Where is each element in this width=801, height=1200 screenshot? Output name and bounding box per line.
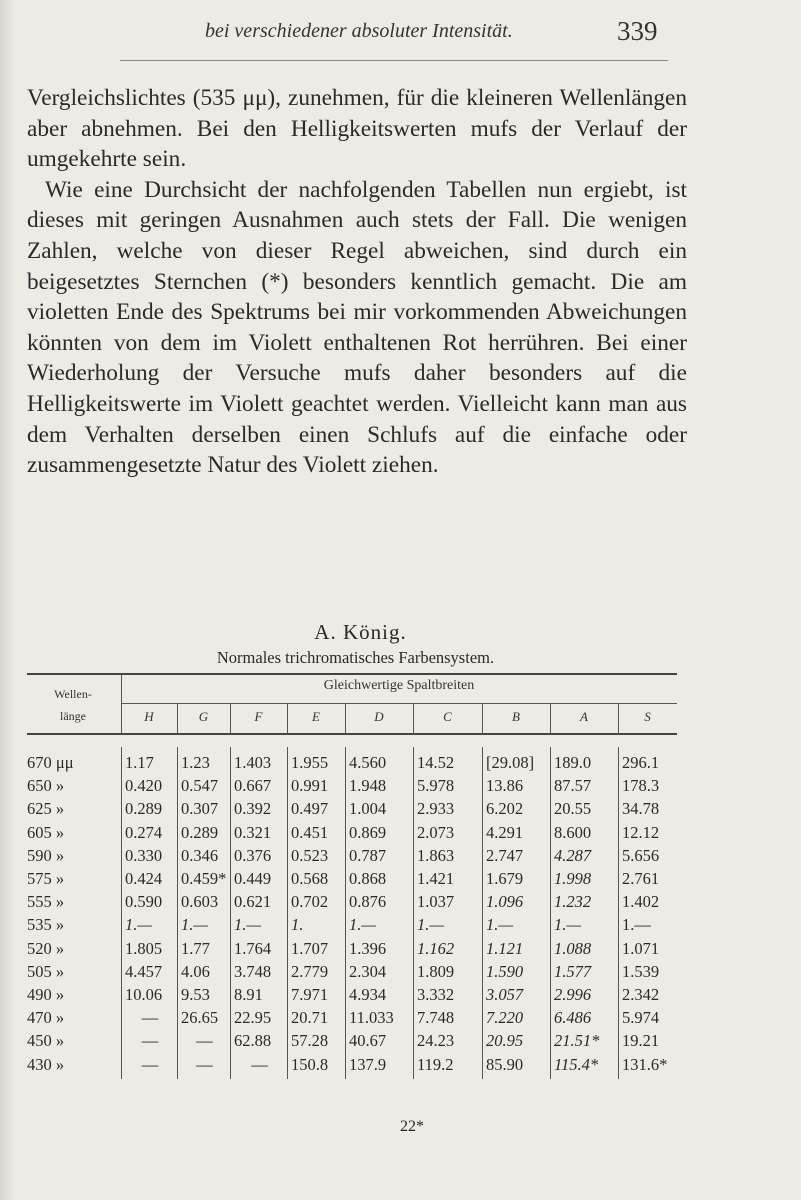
table-cell: 14.52 bbox=[417, 753, 455, 772]
table-cell: 1.948 bbox=[349, 776, 387, 796]
table-cell: 1.77 bbox=[181, 938, 210, 958]
table-cell: 0.702 bbox=[291, 892, 329, 912]
table-cell: 5.978 bbox=[417, 776, 455, 796]
table-cell: 8.600 bbox=[554, 822, 592, 842]
table-cell: 1.— bbox=[181, 915, 209, 935]
table-row bbox=[27, 1008, 677, 1030]
table-cell: 4.560 bbox=[349, 753, 387, 772]
running-title: bei verschiedener absoluter Intensität. bbox=[205, 20, 513, 42]
table-cell: 0.424 bbox=[125, 869, 163, 888]
table-cell: 34.78 bbox=[622, 799, 660, 819]
table-row bbox=[27, 939, 677, 961]
table-cell: 0.330 bbox=[125, 845, 163, 865]
table-cell: 2.996 bbox=[554, 985, 592, 1004]
table-cell: 57.28 bbox=[291, 1031, 329, 1051]
table-cell: 1.— bbox=[234, 915, 262, 935]
table-cell: 0.876 bbox=[349, 892, 387, 912]
header-rule bbox=[120, 60, 668, 61]
table-cell: 1.809 bbox=[417, 961, 455, 981]
table-cell: 1.396 bbox=[349, 938, 387, 958]
subtitle-text: Normales trichromatisches Farbensystem. bbox=[216, 648, 495, 667]
table-row bbox=[27, 915, 677, 937]
table-row bbox=[27, 962, 677, 984]
table-cell: 0.667 bbox=[234, 776, 272, 796]
table-cell: 1.539 bbox=[622, 961, 660, 981]
table-cell: 0.787 bbox=[349, 845, 387, 865]
table-cell: 0.547 bbox=[181, 776, 219, 796]
table-row bbox=[27, 846, 677, 868]
paragraph-1: Vergleichslichtes (535 μμ), zunehmen, für die kleineren Wellenlängen aber abnehmen. Bei den Helligkeitswerten mufs der Verlauf der umgekehrte sein. bbox=[27, 85, 687, 173]
table-cell: — bbox=[251, 1054, 268, 1074]
table-row bbox=[27, 776, 677, 798]
table-cell: 1.863 bbox=[417, 845, 455, 865]
section-subtitle bbox=[0, 648, 801, 668]
table-row bbox=[27, 1055, 677, 1077]
author-name: A. König. bbox=[314, 620, 407, 644]
wavelength-cell: 490 » bbox=[27, 985, 65, 1004]
wavelength-cell: 575 » bbox=[27, 869, 65, 888]
table-cell: 8.91 bbox=[234, 985, 263, 1004]
table-cell: 0.869 bbox=[349, 822, 387, 842]
table-row bbox=[27, 985, 677, 1007]
table-cell: 1.— bbox=[486, 915, 514, 935]
table-cell: 5.656 bbox=[622, 845, 660, 865]
table-cell: 19.21 bbox=[622, 1031, 660, 1051]
column-header-b: B bbox=[512, 709, 520, 724]
table-cell: 24.23 bbox=[417, 1031, 455, 1051]
table-cell: 85.90 bbox=[486, 1054, 524, 1074]
table-cell: 3.332 bbox=[417, 985, 455, 1004]
table-cell: 150.8 bbox=[291, 1054, 329, 1074]
table-row bbox=[27, 799, 677, 821]
table-cell: 20.95 bbox=[486, 1031, 524, 1051]
table-cell: — bbox=[196, 1054, 213, 1074]
table-cell: 20.55 bbox=[554, 799, 592, 819]
table-cell: 7.971 bbox=[291, 985, 329, 1004]
table-cell: 2.933 bbox=[417, 799, 455, 819]
table-cell: 1.232 bbox=[554, 892, 592, 912]
table-cell: 0.991 bbox=[291, 776, 329, 796]
table-cell: 13.86 bbox=[486, 776, 524, 796]
table-cell: 20.71 bbox=[291, 1008, 329, 1028]
table-cell: 0.568 bbox=[291, 869, 329, 888]
table-cell: 3.748 bbox=[234, 961, 272, 981]
column-header-e: E bbox=[312, 709, 320, 724]
table-cell: 296.1 bbox=[622, 753, 660, 772]
table-row bbox=[27, 753, 677, 775]
table-cell: 26.65 bbox=[181, 1008, 219, 1028]
wavelength-cell: 555 » bbox=[27, 892, 65, 912]
table-cell: — bbox=[196, 1031, 213, 1051]
table-group-rule bbox=[121, 703, 677, 704]
table-cell: 0.321 bbox=[234, 822, 272, 842]
wavelength-cell: 535 » bbox=[27, 915, 65, 935]
wavelength-cell: 430 » bbox=[27, 1054, 65, 1074]
table-cell: 2.304 bbox=[349, 961, 387, 981]
table-cell: 2.747 bbox=[486, 845, 524, 865]
table-cell: 119.2 bbox=[417, 1054, 454, 1074]
table-cell: 12.12 bbox=[622, 822, 660, 842]
table-cell: 9.53 bbox=[181, 985, 210, 1004]
table-cell: 4.287 bbox=[554, 845, 592, 865]
wavelength-cell: 605 » bbox=[27, 822, 65, 842]
table-cell: 0.590 bbox=[125, 892, 163, 912]
table-cell: 1.17 bbox=[125, 753, 154, 772]
table-cell: 0.289 bbox=[181, 822, 219, 842]
table-cell: 2.761 bbox=[622, 869, 660, 888]
running-header bbox=[0, 18, 801, 48]
table-cell: 1.004 bbox=[349, 799, 387, 819]
table-cell: 11.033 bbox=[349, 1008, 394, 1028]
table-cell: 1.23 bbox=[181, 753, 210, 772]
wavelength-cell: 625 » bbox=[27, 799, 65, 819]
table-cell: 0.459* bbox=[181, 869, 227, 888]
table-cell: — bbox=[141, 1031, 159, 1051]
table-cell: 1.805 bbox=[125, 938, 163, 958]
column-header-d: D bbox=[374, 709, 384, 724]
section-author bbox=[0, 620, 801, 645]
table-cell: 1.— bbox=[622, 915, 651, 935]
table-cell: — bbox=[141, 1054, 159, 1074]
table-cell: 1.162 bbox=[417, 938, 455, 958]
table-cell: 1.— bbox=[349, 915, 377, 935]
table-cell: 1.679 bbox=[486, 869, 524, 888]
column-header-c: C bbox=[443, 709, 452, 724]
table-cell: 40.67 bbox=[349, 1031, 387, 1051]
table-cell: 0.523 bbox=[291, 845, 329, 865]
table-cell: 0.621 bbox=[234, 892, 272, 912]
page-number: 339 bbox=[617, 16, 658, 46]
table-cell: 0.449 bbox=[234, 869, 272, 888]
wavelength-header bbox=[27, 683, 119, 727]
table-header-rule bbox=[27, 733, 677, 735]
table-cell: 1.998 bbox=[554, 869, 592, 888]
table-cell: 2.073 bbox=[417, 822, 455, 842]
table-cell: 6.486 bbox=[554, 1008, 592, 1028]
table-cell: 0.289 bbox=[125, 799, 163, 819]
table-cell: 115.4* bbox=[554, 1054, 599, 1074]
wavelength-cell: 450 » bbox=[27, 1031, 65, 1051]
table-cell: 4.291 bbox=[486, 822, 524, 842]
table-cell: 0.868 bbox=[349, 869, 387, 888]
table-cell: 10.06 bbox=[125, 985, 163, 1004]
table-cell: 178.3 bbox=[622, 776, 660, 796]
table-cell: 21.51* bbox=[554, 1031, 600, 1051]
table-cell: 1.764 bbox=[234, 938, 272, 958]
table-cell: 1.403 bbox=[234, 753, 272, 772]
table-cell: 2.779 bbox=[291, 961, 329, 981]
table-cell: 0.451 bbox=[291, 822, 329, 842]
table-cell: 6.202 bbox=[486, 799, 524, 819]
table-cell: 137.9 bbox=[349, 1054, 387, 1074]
table-cell: 0.420 bbox=[125, 776, 163, 796]
table-cell: 1. bbox=[291, 915, 304, 935]
table-cell: 62.88 bbox=[234, 1031, 272, 1051]
table-cell: 0.274 bbox=[125, 822, 163, 842]
table-cell: 1.121 bbox=[486, 938, 524, 958]
table-cell: 0.603 bbox=[181, 892, 219, 912]
paragraph-2: Wie eine Durchsicht der nachfolgenden Tabellen nun ergiebt, ist dieses mit geringen Ausnahmen auch stets der Fall. Die wenigen Zahlen, welche von dieser Regel abweichen, sind durch ein beigesetztes Sternchen (*) besonders kenntlich gemacht. Die am violetten Ende des Spektrums bei mir vorkommenden Abweichungen könnten von dem im Violett enthaltenen Rot herrühren. Bei einer Wiederholung der Versuche mufs daher besonders auf die Helligkeitswerte im Violett geachtet werden. Vielleicht kann man aus dem Verhalten derselben einen Schlufs auf die einfache oder zusammengesetzte Natur des Violett ziehen. bbox=[27, 176, 687, 479]
table-cell: 1.071 bbox=[622, 938, 660, 958]
column-header-g: G bbox=[198, 709, 209, 724]
table-cell: 1.— bbox=[417, 915, 445, 935]
table-cell: 0.346 bbox=[181, 845, 219, 865]
table-cell: 1.955 bbox=[291, 753, 329, 772]
table-cell: 4.06 bbox=[181, 961, 210, 981]
table-cell: [29.08] bbox=[486, 753, 535, 772]
table-cell: 0.376 bbox=[234, 845, 272, 865]
table-cell: 7.220 bbox=[486, 1008, 524, 1028]
wavelength-cell: 590 » bbox=[27, 845, 65, 865]
column-divider bbox=[121, 673, 122, 735]
column-header-f: F bbox=[254, 709, 263, 724]
wavelength-cell: 670 μμ bbox=[27, 753, 74, 772]
table-cell: 1.096 bbox=[486, 892, 524, 912]
column-header-h: H bbox=[144, 709, 154, 724]
signature-mark: 22* bbox=[400, 1118, 424, 1135]
table-cell: 7.748 bbox=[417, 1008, 455, 1028]
table-cell: 189.0 bbox=[554, 753, 592, 772]
table-row bbox=[27, 892, 677, 914]
wavelength-cell: 470 » bbox=[27, 1008, 65, 1028]
table-row bbox=[27, 869, 677, 891]
table-cell: 1.707 bbox=[291, 938, 329, 958]
table-cell: 4.457 bbox=[125, 961, 163, 981]
table-cell: 22.95 bbox=[234, 1008, 272, 1028]
table-cell: 1.577 bbox=[554, 961, 592, 981]
table-cell: 1.— bbox=[125, 915, 153, 935]
table-cell: 4.934 bbox=[349, 985, 387, 1004]
table-cell: — bbox=[141, 1008, 159, 1028]
table-cell: 1.590 bbox=[486, 961, 524, 981]
body-text bbox=[27, 83, 687, 481]
column-header-a: A bbox=[580, 709, 588, 724]
table-cell: 3.057 bbox=[486, 985, 524, 1004]
table-cell: 131.6* bbox=[622, 1054, 668, 1074]
table-cell: 5.974 bbox=[622, 1008, 660, 1028]
page-spine-shadow bbox=[0, 0, 16, 1200]
column-header-s: S bbox=[644, 709, 651, 724]
table-cell: 1.037 bbox=[417, 892, 455, 912]
group-header: Gleichwertige Spaltbreiten bbox=[323, 678, 475, 693]
table-top-rule bbox=[27, 673, 677, 675]
table-cell: 2.342 bbox=[622, 985, 660, 1004]
wavelength-cell: 650 » bbox=[27, 776, 65, 796]
table-cell: 1.402 bbox=[622, 892, 660, 912]
wavelength-header-line1: Wellen- bbox=[54, 687, 92, 701]
table-row bbox=[27, 1031, 677, 1053]
table-cell: 0.497 bbox=[291, 799, 329, 819]
table-cell: 1.088 bbox=[554, 938, 592, 958]
table-cell: 1.— bbox=[554, 915, 582, 935]
table-row bbox=[27, 823, 677, 845]
table-cell: 1.421 bbox=[417, 869, 455, 888]
wavelength-cell: 520 » bbox=[27, 938, 65, 958]
table-cell: 87.57 bbox=[554, 776, 592, 796]
wavelength-header-line2: länge bbox=[60, 709, 86, 723]
table-cell: 0.307 bbox=[181, 799, 219, 819]
wavelength-cell: 505 » bbox=[27, 961, 65, 981]
table-cell: 0.392 bbox=[234, 799, 272, 819]
